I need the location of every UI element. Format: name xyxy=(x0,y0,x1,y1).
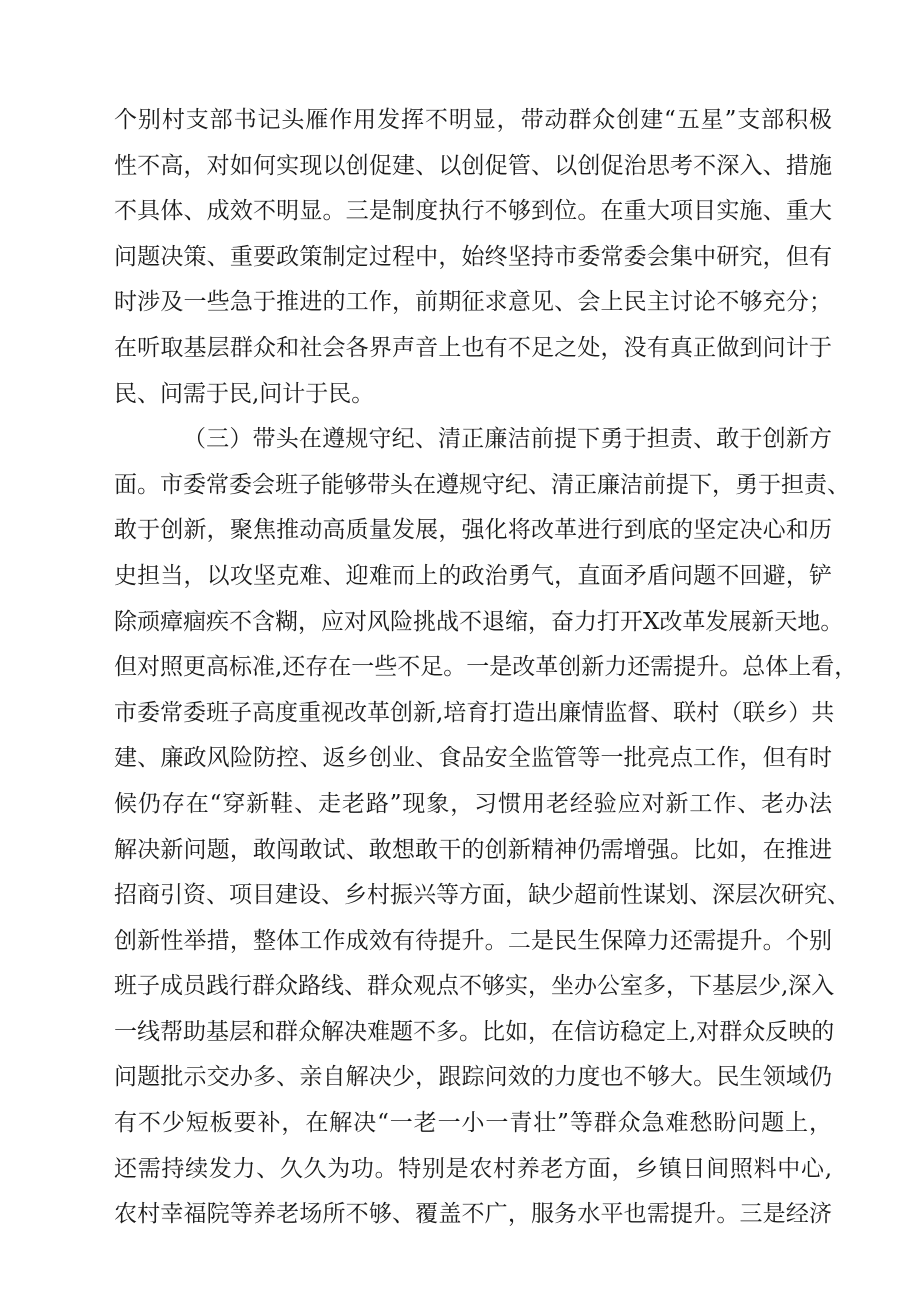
text-line: 一线帮助基层和群众解决难题不多。比如，在信访稳定上,对群众反映的 xyxy=(114,1018,835,1045)
text-line: 除顽瘴痼疾不含糊，应对风险挑战不退缩，奋力打开X改革发展新天地。 xyxy=(114,608,844,635)
text-line: 建、廉政风险防控、返乡创业、食品安全监管等一批亮点工作，但有时 xyxy=(114,745,832,772)
text-line: 民、问需于民,问计于民。 xyxy=(114,380,375,407)
text-line: 在听取基层群众和社会各界声音上也有不足之处，没有真正做到问计于 xyxy=(114,334,832,361)
text-line: 问题批示交办多、亲自解决少，跟踪问效的力度也不够大。民生领域仍 xyxy=(114,1064,832,1091)
section-heading-line: （三）带头在遵规守纪、清正廉洁前提下勇于担责、敢于创新方 xyxy=(183,426,832,453)
text-line: 招商引资、项目建设、乡村振兴等方面，缺少超前性谋划、深层次研究、 xyxy=(114,882,850,909)
text-line: 创新性举措，整体工作成效有待提升。二是民生保障力还需提升。个别 xyxy=(114,927,832,954)
text-line: 面。市委常委会班子能够带头在遵规守纪、清正廉洁前提下，勇于担责、 xyxy=(114,471,850,498)
text-line: 但对照更高标准,还存在一些不足。一是改革创新力还需提升。总体上看， xyxy=(114,654,858,681)
text-line: 候仍存在“穿新鞋、走老路”现象，习惯用老经验应对新工作、老办法 xyxy=(114,790,832,817)
text-line: 市委常委班子高度重视改革创新,培育打造出廉情监督、联村（联乡）共 xyxy=(114,699,835,726)
text-line: 个别村支部书记头雁作用发挥不明显，带动群众创建“五星”支部积极 xyxy=(114,107,832,133)
text-line: 不具体、成效不明显。三是制度执行不够到位。在重大项目实施、重大 xyxy=(114,198,832,225)
document-body xyxy=(114,98,858,1238)
text-line: 敢于创新，聚焦推动高质量发展，强化将改革进行到底的坚定决心和历 xyxy=(114,517,832,544)
text-line: 解决新问题，敢闯敢试、敢想敢干的创新精神仍需增强。比如，在推进 xyxy=(114,836,832,863)
text-line: 时涉及一些急于推进的工作，前期征求意见、会上民主讨论不够充分； xyxy=(114,289,832,316)
text-line: 还需持续发力、久久为功。特别是农村养老方面，乡镇日间照料中心, xyxy=(114,1155,832,1182)
text-line: 农村幸福院等养老场所不够、覆盖不广，服务水平也需提升。三是经济 xyxy=(114,1201,832,1228)
text-line: 有不少短板要补，在解决“一老一小一青壮”等群众急难愁盼问题上， xyxy=(114,1110,832,1137)
text-line: 史担当，以攻坚克难、迎难而上的政治勇气，直面矛盾问题不回避，铲 xyxy=(114,562,832,589)
text-line: 性不高，对如何实现以创促建、以创促管、以创促治思考不深入、措施 xyxy=(114,152,832,179)
text-line: 班子成员践行群众路线、群众观点不够实，坐办公室多，下基层少,深入 xyxy=(114,973,835,1000)
text-line: 问题决策、重要政策制定过程中，始终坚持市委常委会集中研究，但有 xyxy=(114,243,832,270)
